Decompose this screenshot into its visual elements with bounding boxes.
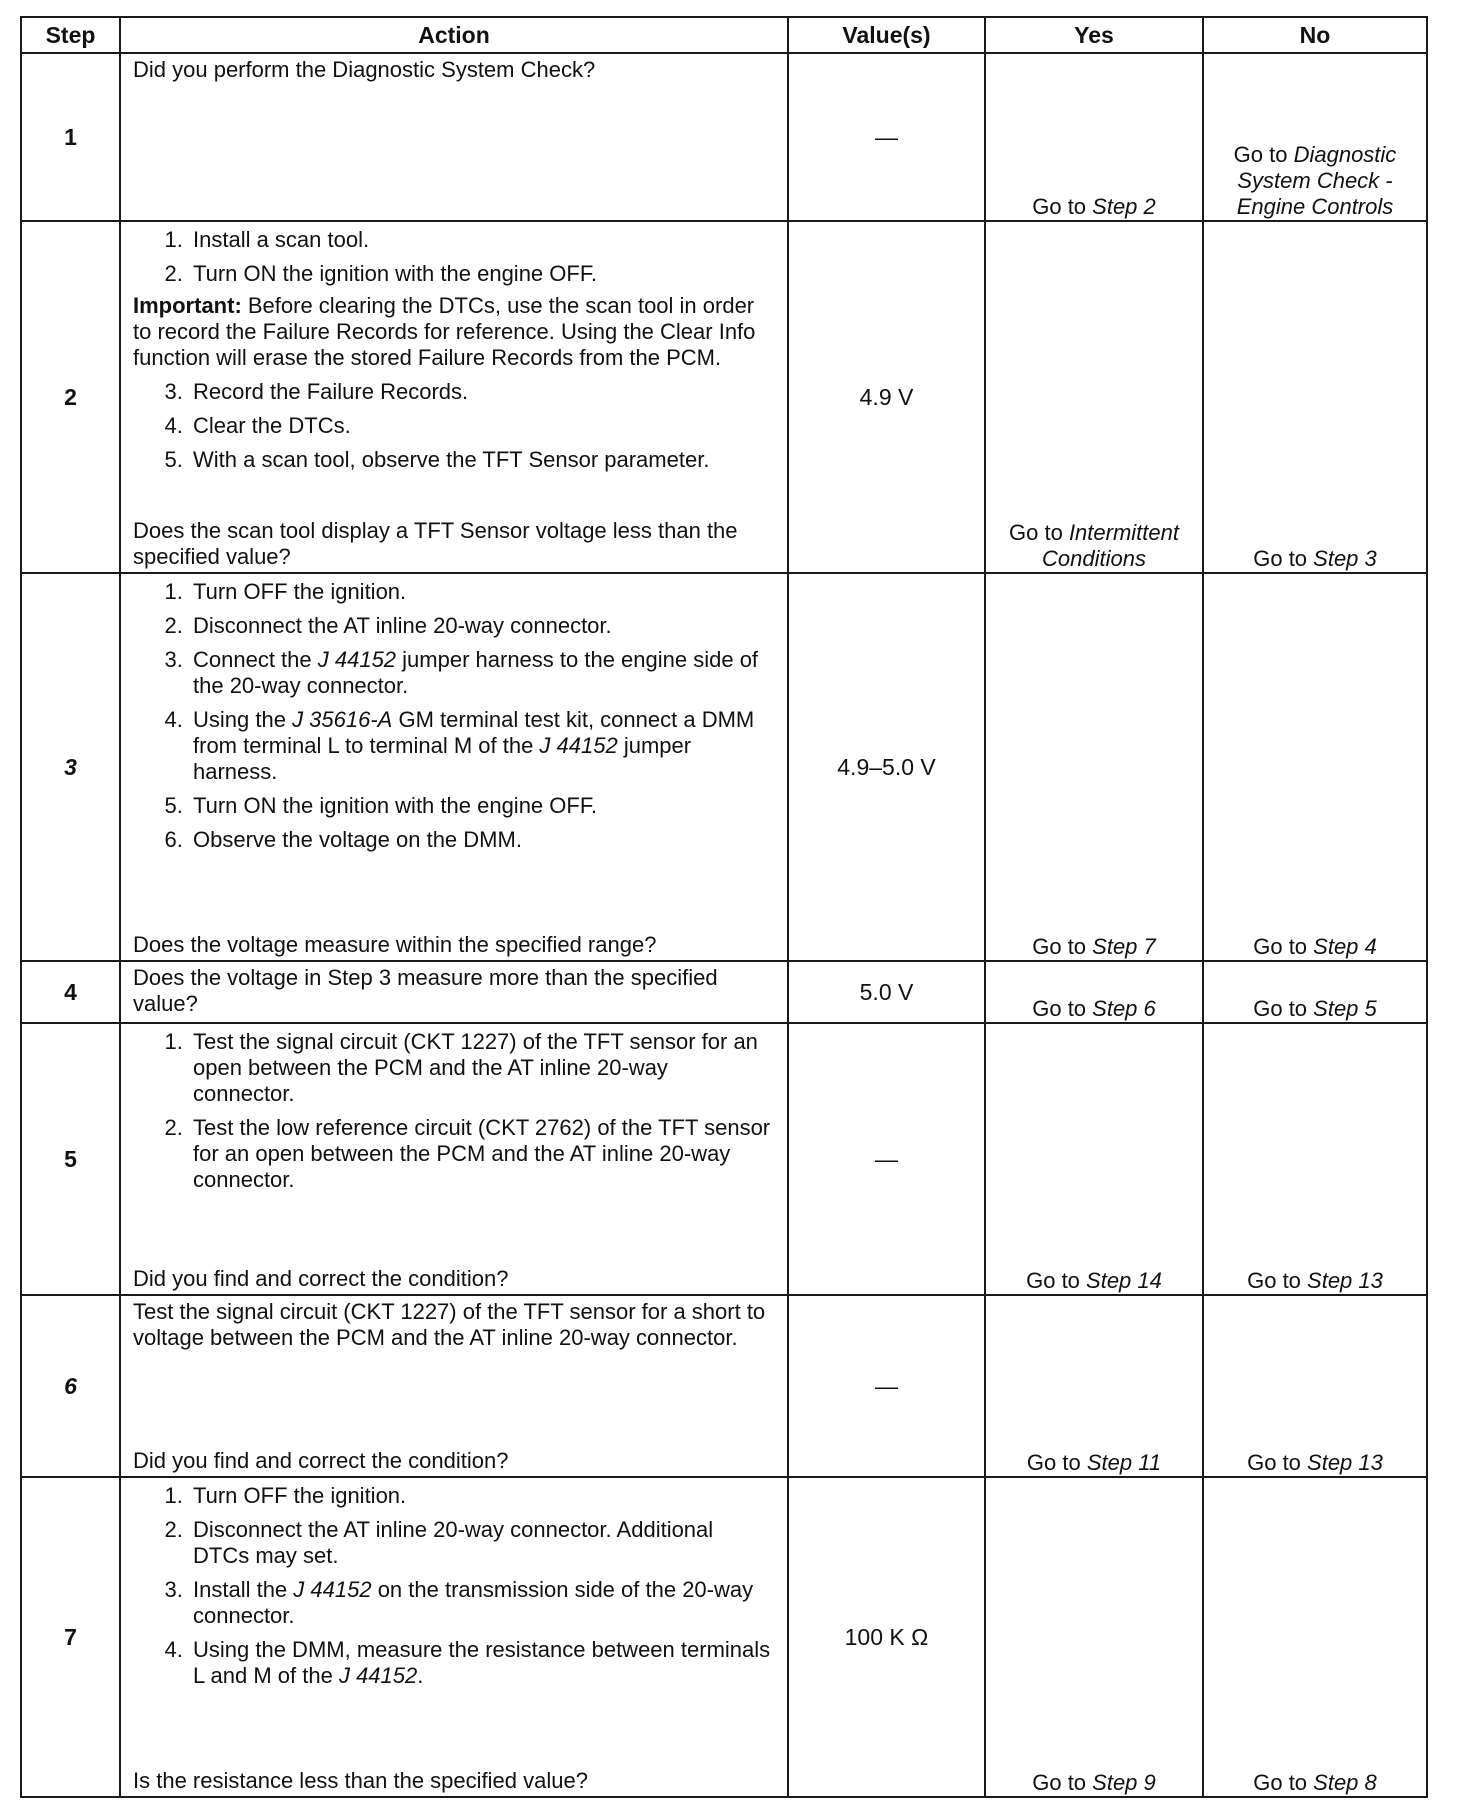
no-cell — [1203, 1477, 1427, 1797]
tool-ref: J 44152 — [539, 733, 618, 758]
action-cell — [120, 573, 788, 961]
no-goto[interactable]: Go to Step 4 — [1253, 934, 1377, 959]
action-step: 2. Test the low reference circuit (CKT 2762) of the TFT sensor for an open between the PCM and the AT inline 20-way connector. — [189, 1115, 775, 1193]
action-cell — [120, 53, 788, 221]
no-cell — [1203, 53, 1427, 221]
action-step: 4. Using the DMM, measure the resistance between terminals L and M of the J 44152. — [189, 1637, 775, 1689]
tool-ref: J 44152 — [317, 647, 397, 672]
action-steps — [133, 1029, 775, 1193]
action-step: 5. Turn ON the ignition with the engine OFF. — [189, 793, 775, 819]
action-step: 1. Turn OFF the ignition. — [189, 579, 775, 605]
action-step: 2. Disconnect the AT inline 20-way connector. Additional DTCs may set. — [189, 1517, 775, 1569]
yes-target[interactable]: Step 14 — [1086, 1268, 1162, 1293]
action-step: 3. Record the Failure Records. — [189, 379, 775, 405]
no-goto[interactable]: Go to Step 3 — [1253, 546, 1377, 571]
yes-goto[interactable]: Go to Step 2 — [1032, 194, 1156, 219]
action-question: Did you find and correct the condition? — [133, 1448, 509, 1473]
no-goto[interactable]: Go to Step 8 — [1253, 1770, 1377, 1795]
yes-goto[interactable]: Go to Step 9 — [1032, 1770, 1156, 1795]
step-number: 6 — [21, 1295, 120, 1477]
action-cell — [120, 1295, 788, 1477]
value-cell: — — [788, 1023, 985, 1295]
yes-cell — [985, 221, 1203, 573]
yes-target[interactable]: Step 9 — [1092, 1770, 1156, 1795]
action-steps — [133, 379, 775, 473]
step-number: 7 — [21, 1477, 120, 1797]
action-question: Is the resistance less than the specified value? — [133, 1768, 588, 1793]
header-no: No — [1203, 17, 1427, 53]
header-values: Value(s) — [788, 17, 985, 53]
value-cell: — — [788, 53, 985, 221]
action-step: 1. Install a scan tool. — [189, 227, 775, 253]
value-cell: 4.9–5.0 V — [788, 573, 985, 961]
yes-cell — [985, 961, 1203, 1023]
no-target[interactable]: Diagnostic System Check - Engine Controls — [1236, 142, 1397, 219]
step-number: 1 — [21, 53, 120, 221]
yes-goto[interactable]: Go to Step 11 — [1026, 1450, 1162, 1475]
action-cell — [120, 1023, 788, 1295]
no-target[interactable]: Step 4 — [1313, 934, 1377, 959]
action-step: 6. Observe the voltage on the DMM. — [189, 827, 775, 853]
value-cell: 4.9 V — [788, 221, 985, 573]
table-row-step-7 — [21, 1477, 1427, 1797]
action-question: Did you find and correct the condition? — [133, 1266, 509, 1291]
table-row-step-3 — [21, 573, 1427, 961]
action-step: 1. Turn OFF the ignition. — [189, 1483, 775, 1509]
table-row-step-5 — [21, 1023, 1427, 1295]
action-question: Does the voltage in Step 3 measure more than the specified value? — [133, 965, 718, 1016]
tool-ref: J 35616-A — [292, 707, 393, 732]
table-row-step-2 — [21, 221, 1427, 573]
value-cell: 5.0 V — [788, 961, 985, 1023]
no-cell — [1203, 221, 1427, 573]
yes-cell — [985, 1023, 1203, 1295]
no-cell — [1203, 961, 1427, 1023]
yes-goto[interactable]: Go to Intermittent Conditions — [1009, 520, 1179, 571]
yes-target[interactable]: Step 7 — [1092, 934, 1156, 959]
yes-goto[interactable]: Go to Step 7 — [1032, 934, 1156, 959]
step-number: 2 — [21, 221, 120, 573]
header-step: Step — [21, 17, 120, 53]
value-cell: — — [788, 1295, 985, 1477]
yes-target[interactable]: Intermittent Conditions — [1042, 520, 1179, 571]
step-number: 5 — [21, 1023, 120, 1295]
step-number: 4 — [21, 961, 120, 1023]
action-step: 3. Connect the J 44152 jumper harness to the engine side of the 20-way connector. — [189, 647, 775, 699]
yes-goto[interactable]: Go to Step 14 — [1026, 1268, 1162, 1293]
value-cell: 100 K Ω — [788, 1477, 985, 1797]
action-step: 2. Disconnect the AT inline 20-way connector. — [189, 613, 775, 639]
no-goto[interactable]: Go to Step 5 — [1253, 996, 1377, 1021]
action-step: 4. Clear the DTCs. — [189, 413, 775, 439]
action-step: 3. Install the J 44152 on the transmission side of the 20-way connector. — [189, 1577, 775, 1629]
yes-target[interactable]: Step 6 — [1092, 996, 1156, 1021]
tool-ref: J 44152 — [293, 1577, 372, 1602]
yes-target[interactable]: Step 11 — [1086, 1450, 1162, 1475]
action-cell — [120, 961, 788, 1023]
header-row — [21, 17, 1427, 53]
action-cell — [120, 221, 788, 573]
action-steps — [133, 579, 775, 853]
action-question: Does the scan tool display a TFT Sensor voltage less than the specified value? — [133, 518, 738, 569]
table-row-step-6 — [21, 1295, 1427, 1477]
important-label: Important: — [133, 293, 242, 318]
no-target[interactable]: Step 8 — [1313, 1770, 1377, 1795]
no-target[interactable]: Step 13 — [1307, 1268, 1383, 1293]
action-question: Does the voltage measure within the specified range? — [133, 932, 657, 957]
no-goto[interactable]: Go to Diagnostic System Check - Engine Controls — [1233, 142, 1397, 219]
step-number: 3 — [21, 573, 120, 961]
action-step: 4. Using the J 35616-A GM terminal test kit, connect a DMM from terminal L to terminal M of the J 44152 jumper harness. — [189, 707, 775, 785]
yes-target[interactable]: Step 2 — [1092, 194, 1156, 219]
action-steps — [133, 1483, 775, 1689]
yes-goto[interactable]: Go to Step 6 — [1032, 996, 1156, 1021]
action-cell — [120, 1477, 788, 1797]
no-cell — [1203, 1023, 1427, 1295]
yes-cell — [985, 53, 1203, 221]
no-goto[interactable]: Go to Step 13 — [1247, 1268, 1383, 1293]
diagnostic-table — [20, 16, 1428, 1798]
yes-cell — [985, 1477, 1203, 1797]
no-target[interactable]: Step 5 — [1313, 996, 1377, 1021]
no-target[interactable]: Step 3 — [1313, 546, 1377, 571]
action-step: 5. With a scan tool, observe the TFT Sensor parameter. — [189, 447, 775, 473]
action-text: Test the signal circuit (CKT 1227) of the TFT sensor for a short to voltage between the PCM and the AT inline 20-way connector. — [133, 1299, 766, 1350]
table-row-step-4 — [21, 961, 1427, 1023]
tool-ref: J 44152 — [338, 1663, 418, 1688]
no-cell — [1203, 573, 1427, 961]
header-action: Action — [120, 17, 788, 53]
action-step: 2. Turn ON the ignition with the engine OFF. — [189, 261, 775, 287]
header-yes: Yes — [985, 17, 1203, 53]
no-target[interactable]: Step 13 — [1307, 1450, 1383, 1475]
action-steps — [133, 227, 775, 287]
important-note: Important: Before clearing the DTCs, use the scan tool in order to record the Failure Records for reference. Using the Clear Info function will erase the stored Failure Records from the PCM. — [133, 293, 756, 370]
yes-cell — [985, 573, 1203, 961]
yes-cell — [985, 1295, 1203, 1477]
table-row-step-1 — [21, 53, 1427, 221]
no-goto[interactable]: Go to Step 13 — [1247, 1450, 1383, 1475]
action-step: 1. Test the signal circuit (CKT 1227) of the TFT sensor for an open between the PCM and the AT inline 20-way connector. — [189, 1029, 775, 1107]
no-cell — [1203, 1295, 1427, 1477]
action-text: Did you perform the Diagnostic System Check? — [133, 57, 596, 82]
